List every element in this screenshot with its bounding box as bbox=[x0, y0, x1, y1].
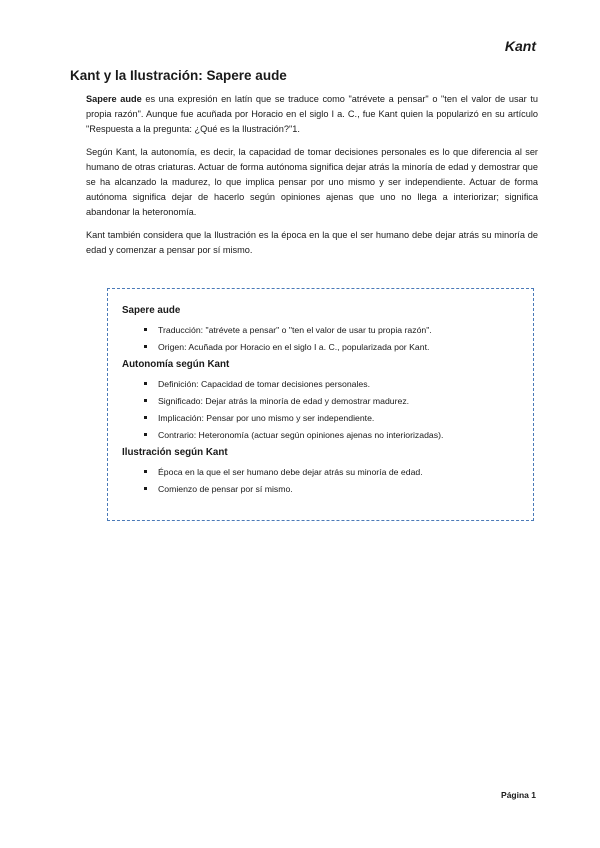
bullet-icon bbox=[144, 399, 147, 402]
bullet-icon bbox=[144, 382, 147, 385]
bullet-icon bbox=[144, 433, 147, 436]
summary-list bbox=[122, 466, 523, 495]
summary-item: Traducción: "atrévete a pensar" o "ten el valor de usar tu propia razón". bbox=[122, 324, 523, 336]
summary-heading: Sapere aude bbox=[122, 305, 181, 316]
paragraph-1-text: es una expresión en latín que se traduce como "atrévete a pensar" o "ten el valor de usar tu propia razón". Aunque fue acuñada por Horacio en el siglo I a. C., fue Kant quien la popularizó en su artículo "Respuesta a la pregunta: ¿Qué es la Ilustración?"1. bbox=[86, 94, 539, 134]
summary-item: Definición: Capacidad de tomar decisiones personales. bbox=[122, 378, 523, 390]
summary-list bbox=[122, 324, 523, 353]
summary-list bbox=[122, 378, 523, 441]
paragraph-2: Según Kant, la autonomía, es decir, la capacidad de tomar decisiones personales es lo que diferencia al ser humano de otras criaturas. Actuar de forma autónoma significa dejar atrás la minoría de edad y demostrar que se ha alcanzado la madurez, lo que implica pensar por uno mismo y ser independiente. Actuar de forma autónoma significa dejar de hacerlo según opiniones ajenas que uno no llega a interiorizar; significa abandonar la heteronomía. bbox=[86, 147, 538, 217]
bullet-icon bbox=[144, 345, 147, 348]
paragraph-1-bold: Sapere aude bbox=[86, 94, 142, 104]
body-content bbox=[86, 92, 538, 266]
bullet-icon bbox=[144, 470, 147, 473]
summary-item: Comienzo de pensar por sí mismo. bbox=[122, 483, 523, 495]
summary-item: Implicación: Pensar por uno mismo y ser independiente. bbox=[122, 412, 523, 424]
summary-item: Contrario: Heteronomía (actuar según opiniones ajenas no interiorizadas). bbox=[122, 429, 523, 441]
summary-item: Época en la que el ser humano debe dejar atrás su minoría de edad. bbox=[122, 466, 523, 478]
summary-heading: Ilustración según Kant bbox=[122, 447, 228, 458]
summary-heading: Autonomía según Kant bbox=[122, 359, 230, 370]
bullet-icon bbox=[144, 328, 147, 331]
summary-item: Significado: Dejar atrás la minoría de edad y demostrar madurez. bbox=[122, 395, 523, 407]
paragraph-1 bbox=[86, 92, 538, 137]
bullet-icon bbox=[144, 416, 147, 419]
page-number: Página 1 bbox=[501, 790, 536, 800]
header-title: Kant bbox=[504, 38, 536, 54]
paragraph-3: Kant también considera que la Ilustración es la época en la que el ser humano debe dejar atrás su minoría de edad y comenzar a pensar por sí mismo. bbox=[86, 230, 538, 255]
summary-box bbox=[107, 288, 534, 521]
bullet-icon bbox=[144, 487, 147, 490]
summary-content bbox=[122, 304, 523, 500]
summary-item: Origen: Acuñada por Horacio en el siglo I a. C., popularizada por Kant. bbox=[122, 341, 523, 353]
section-title: Kant y la Ilustración: Sapere aude bbox=[70, 68, 287, 83]
